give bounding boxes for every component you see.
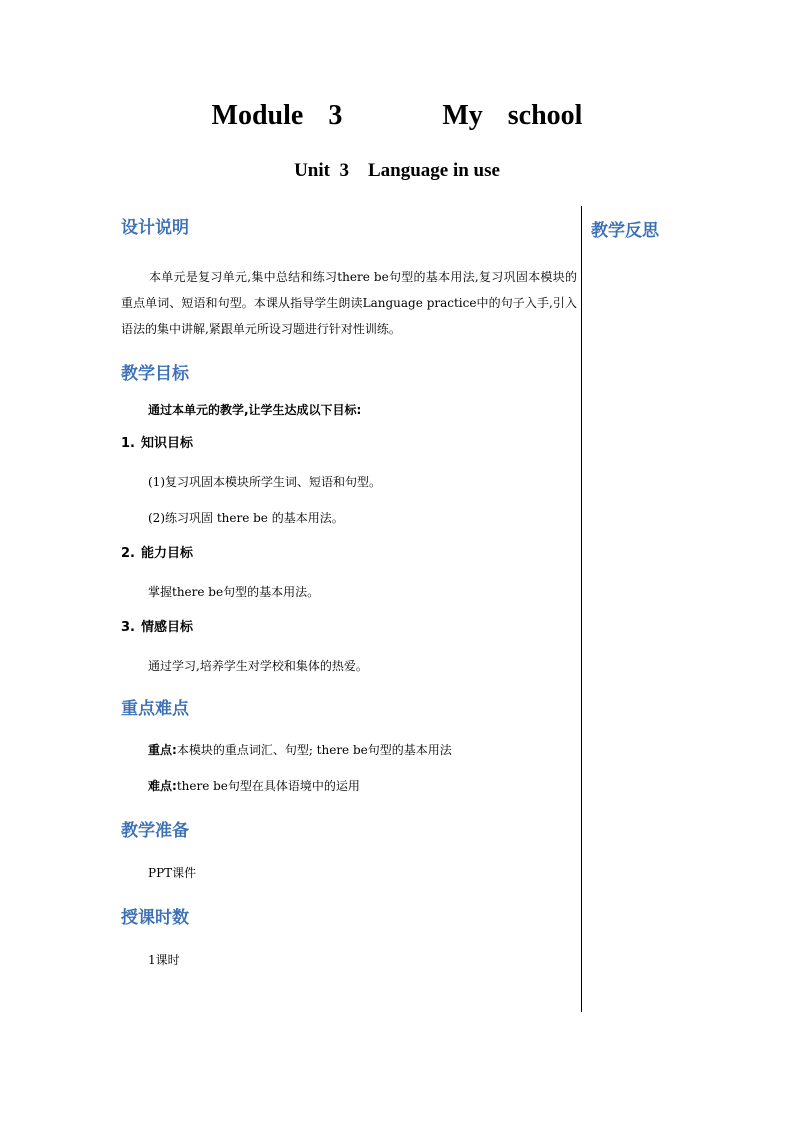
goals-intro: 通过本单元的教学,让学生达成以下目标: [148,403,362,417]
knowledge-goal-item: (2)练习巩固 there be 的基本用法。 [148,511,344,525]
difficult-point-label: 难点: [148,779,177,793]
knowledge-goal-heading [121,435,577,453]
ability-goal-title: 能力目标 [141,546,194,561]
hours-text: 1课时 [148,953,180,967]
emotion-goal-heading [121,619,577,637]
key-point-text: 本模块的重点词汇、句型; there be句型的基本用法 [176,743,452,757]
design-paragraph: 本单元是复习单元,集中总结和练习there be句型的基本用法,复习巩固本模块的重点单词、短语和句型。本课从指导学生朗读Language practice中的句子入手,引入语法的集中讲解,紧跟单元所设习题进行针对性训练。 [121,270,577,336]
design-heading: 设计说明 [121,218,189,238]
goals-heading: 教学目标 [121,364,189,384]
hours-heading: 授课时数 [121,908,189,928]
preparation-text: PPT课件 [148,866,197,880]
reflection-heading: 教学反思 [591,221,659,241]
column-divider [581,206,582,1012]
emotion-goal-text: 通过学习,培养学生对学校和集体的热爱。 [148,659,368,673]
ability-goal-heading [121,545,577,563]
difficult-point-text: there be句型在具体语境中的运用 [176,779,360,793]
key-point-label: 重点: [148,743,177,757]
ability-goal-number: 2. [121,546,135,561]
main-column [121,216,577,969]
page-title: Module 3 My school [211,100,583,131]
knowledge-goal-number: 1. [121,436,135,451]
page-subtitle: Unit 3 Language in use [294,160,500,181]
difficult-point-line [121,777,577,795]
emotion-goal-title: 情感目标 [141,620,194,635]
knowledge-goal-item: (1)复习巩固本模块所学生词、短语和句型。 [148,475,381,489]
preparation-heading: 教学准备 [121,821,189,841]
keypoints-heading: 重点难点 [121,699,189,719]
ability-goal-text: 掌握there be句型的基本用法。 [148,585,320,599]
key-point-line [121,741,577,759]
emotion-goal-number: 3. [121,620,135,635]
knowledge-goal-title: 知识目标 [141,436,194,451]
